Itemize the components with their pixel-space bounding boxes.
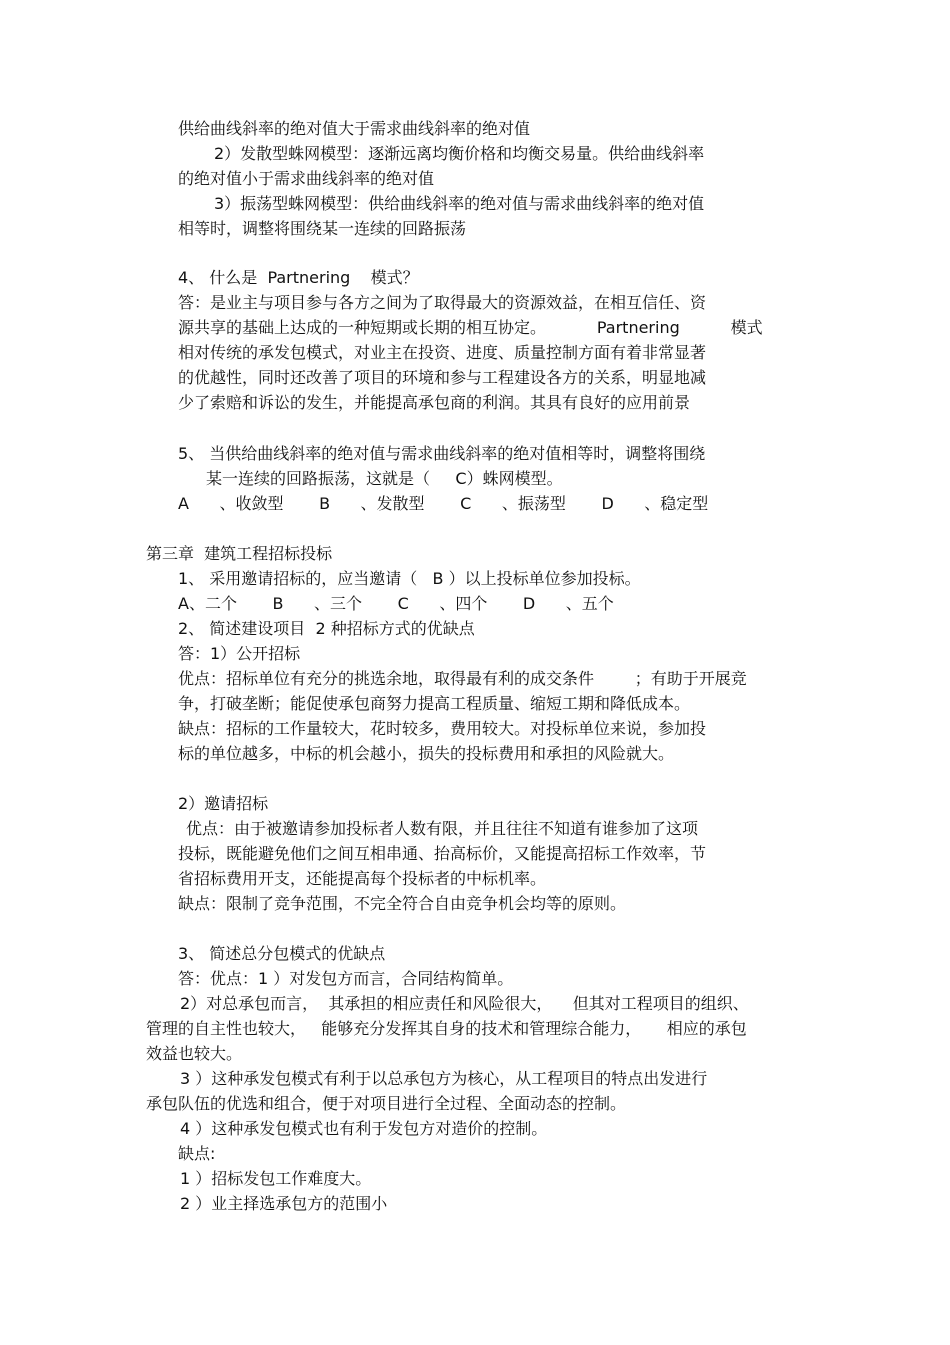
text-line: 缺点: [178, 1144, 216, 1163]
text-line: 3 ）这种承发包模式有利于以总承包方为核心，从工程项目的特点出发进行 [180, 1069, 708, 1088]
text-line: 的优越性，同时还改善了项目的环境和参与工程建设各方的关系，明显地减 [178, 368, 707, 387]
text-line: 源共享的基础上达成的一种短期或长期的相互协定。 Partnering 模式 [178, 318, 763, 337]
text-line: 5、 当供给曲线斜率的绝对值与需求曲线斜率的绝对值相等时，调整将围绕 [178, 444, 706, 463]
text-line: 承包队伍的优选和组合，便于对项目进行全过程、全面动态的控制。 [146, 1094, 627, 1113]
text-line: 2 ）业主择选承包方的范围小 [180, 1194, 388, 1213]
text-line: 2）对总承包而言， 其承担的相应责任和风险很大， 但其对工程项目的组织、 [180, 994, 749, 1013]
text-line: 1、 采用邀请招标的，应当邀请（ B ）以上投标单位参加投标。 [178, 569, 641, 588]
text-line: 1 ）招标发包工作难度大。 [180, 1169, 372, 1188]
text-line: 答：是业主与项目参与各方之间为了取得最大的资源效益，在相互信任、资 [178, 293, 707, 312]
text-line: 标的单位越多，中标的机会越小，损失的投标费用和承担的风险就大。 [178, 744, 675, 763]
text-line: 第三章 建筑工程招标投标 [146, 544, 333, 563]
text-line: 答：1）公开招标 [178, 644, 301, 663]
text-line: 供给曲线斜率的绝对值大于需求曲线斜率的绝对值 [178, 119, 531, 138]
text-line: 2）发散型蛛网模型：逐渐远离均衡价格和均衡交易量。供给曲线斜率 [214, 144, 705, 163]
text-line: 少了索赔和诉讼的发生，并能提高承包商的利润。其具有良好的应用前景 [178, 393, 691, 412]
text-line: 4、 什么是 Partnering 模式？ [178, 268, 419, 287]
text-line: 缺点：限制了竞争范围，不完全符合自由竞争机会均等的原则。 [178, 894, 627, 913]
text-line: 3、 简述总分包模式的优缺点 [178, 944, 386, 963]
text-line: A 、收敛型 B 、发散型 C 、振荡型 D 、稳定型 [178, 494, 709, 513]
text-line: 2、 简述建设项目 2 种招标方式的优缺点 [178, 619, 475, 638]
text-line: 争，打破垄断；能促使承包商努力提高工程质量、缩短工期和降低成本。 [178, 694, 691, 713]
text-line: 效益也较大。 [146, 1044, 243, 1063]
text-line: 3）振荡型蛛网模型：供给曲线斜率的绝对值与需求曲线斜率的绝对值 [214, 194, 705, 213]
text-line: 优点：招标单位有充分的挑选余地，取得最有利的成交条件 ；有助于开展竞 [178, 669, 747, 688]
text-line: 4 ）这种承发包模式也有利于发包方对造价的控制。 [180, 1119, 548, 1138]
text-line: A、二个 B 、三个 C 、四个 D 、五个 [178, 594, 614, 613]
text-line: 缺点：招标的工作量较大，花时较多，费用较大。对投标单位来说，参加投 [178, 719, 707, 738]
text-line: 某一连续的回路振荡，这就是（ C）蛛网模型。 [206, 469, 563, 488]
text-line: 省招标费用开支，还能提高每个投标者的中标机率。 [178, 869, 547, 888]
text-line: 相对传统的承发包模式，对业主在投资、进度、质量控制方面有着非常显著 [178, 343, 707, 362]
text-line: 相等时，调整将围绕某一连续的回路振荡 [178, 219, 467, 238]
text-line: 管理的自主性也较大， 能够充分发挥其自身的技术和管理综合能力， 相应的承包 [146, 1019, 747, 1038]
text-line: 答：优点：1 ）对发包方而言，合同结构简单。 [178, 969, 514, 988]
text-line: 优点：由于被邀请参加投标者人数有限，并且往往不知道有谁参加了这项 [186, 819, 699, 838]
text-line: 2）邀请招标 [178, 794, 269, 813]
text-line: 的绝对值小于需求曲线斜率的绝对值 [178, 169, 435, 188]
text-line: 投标，既能避免他们之间互相串通、抬高标价，又能提高招标工作效率，节 [178, 844, 707, 863]
